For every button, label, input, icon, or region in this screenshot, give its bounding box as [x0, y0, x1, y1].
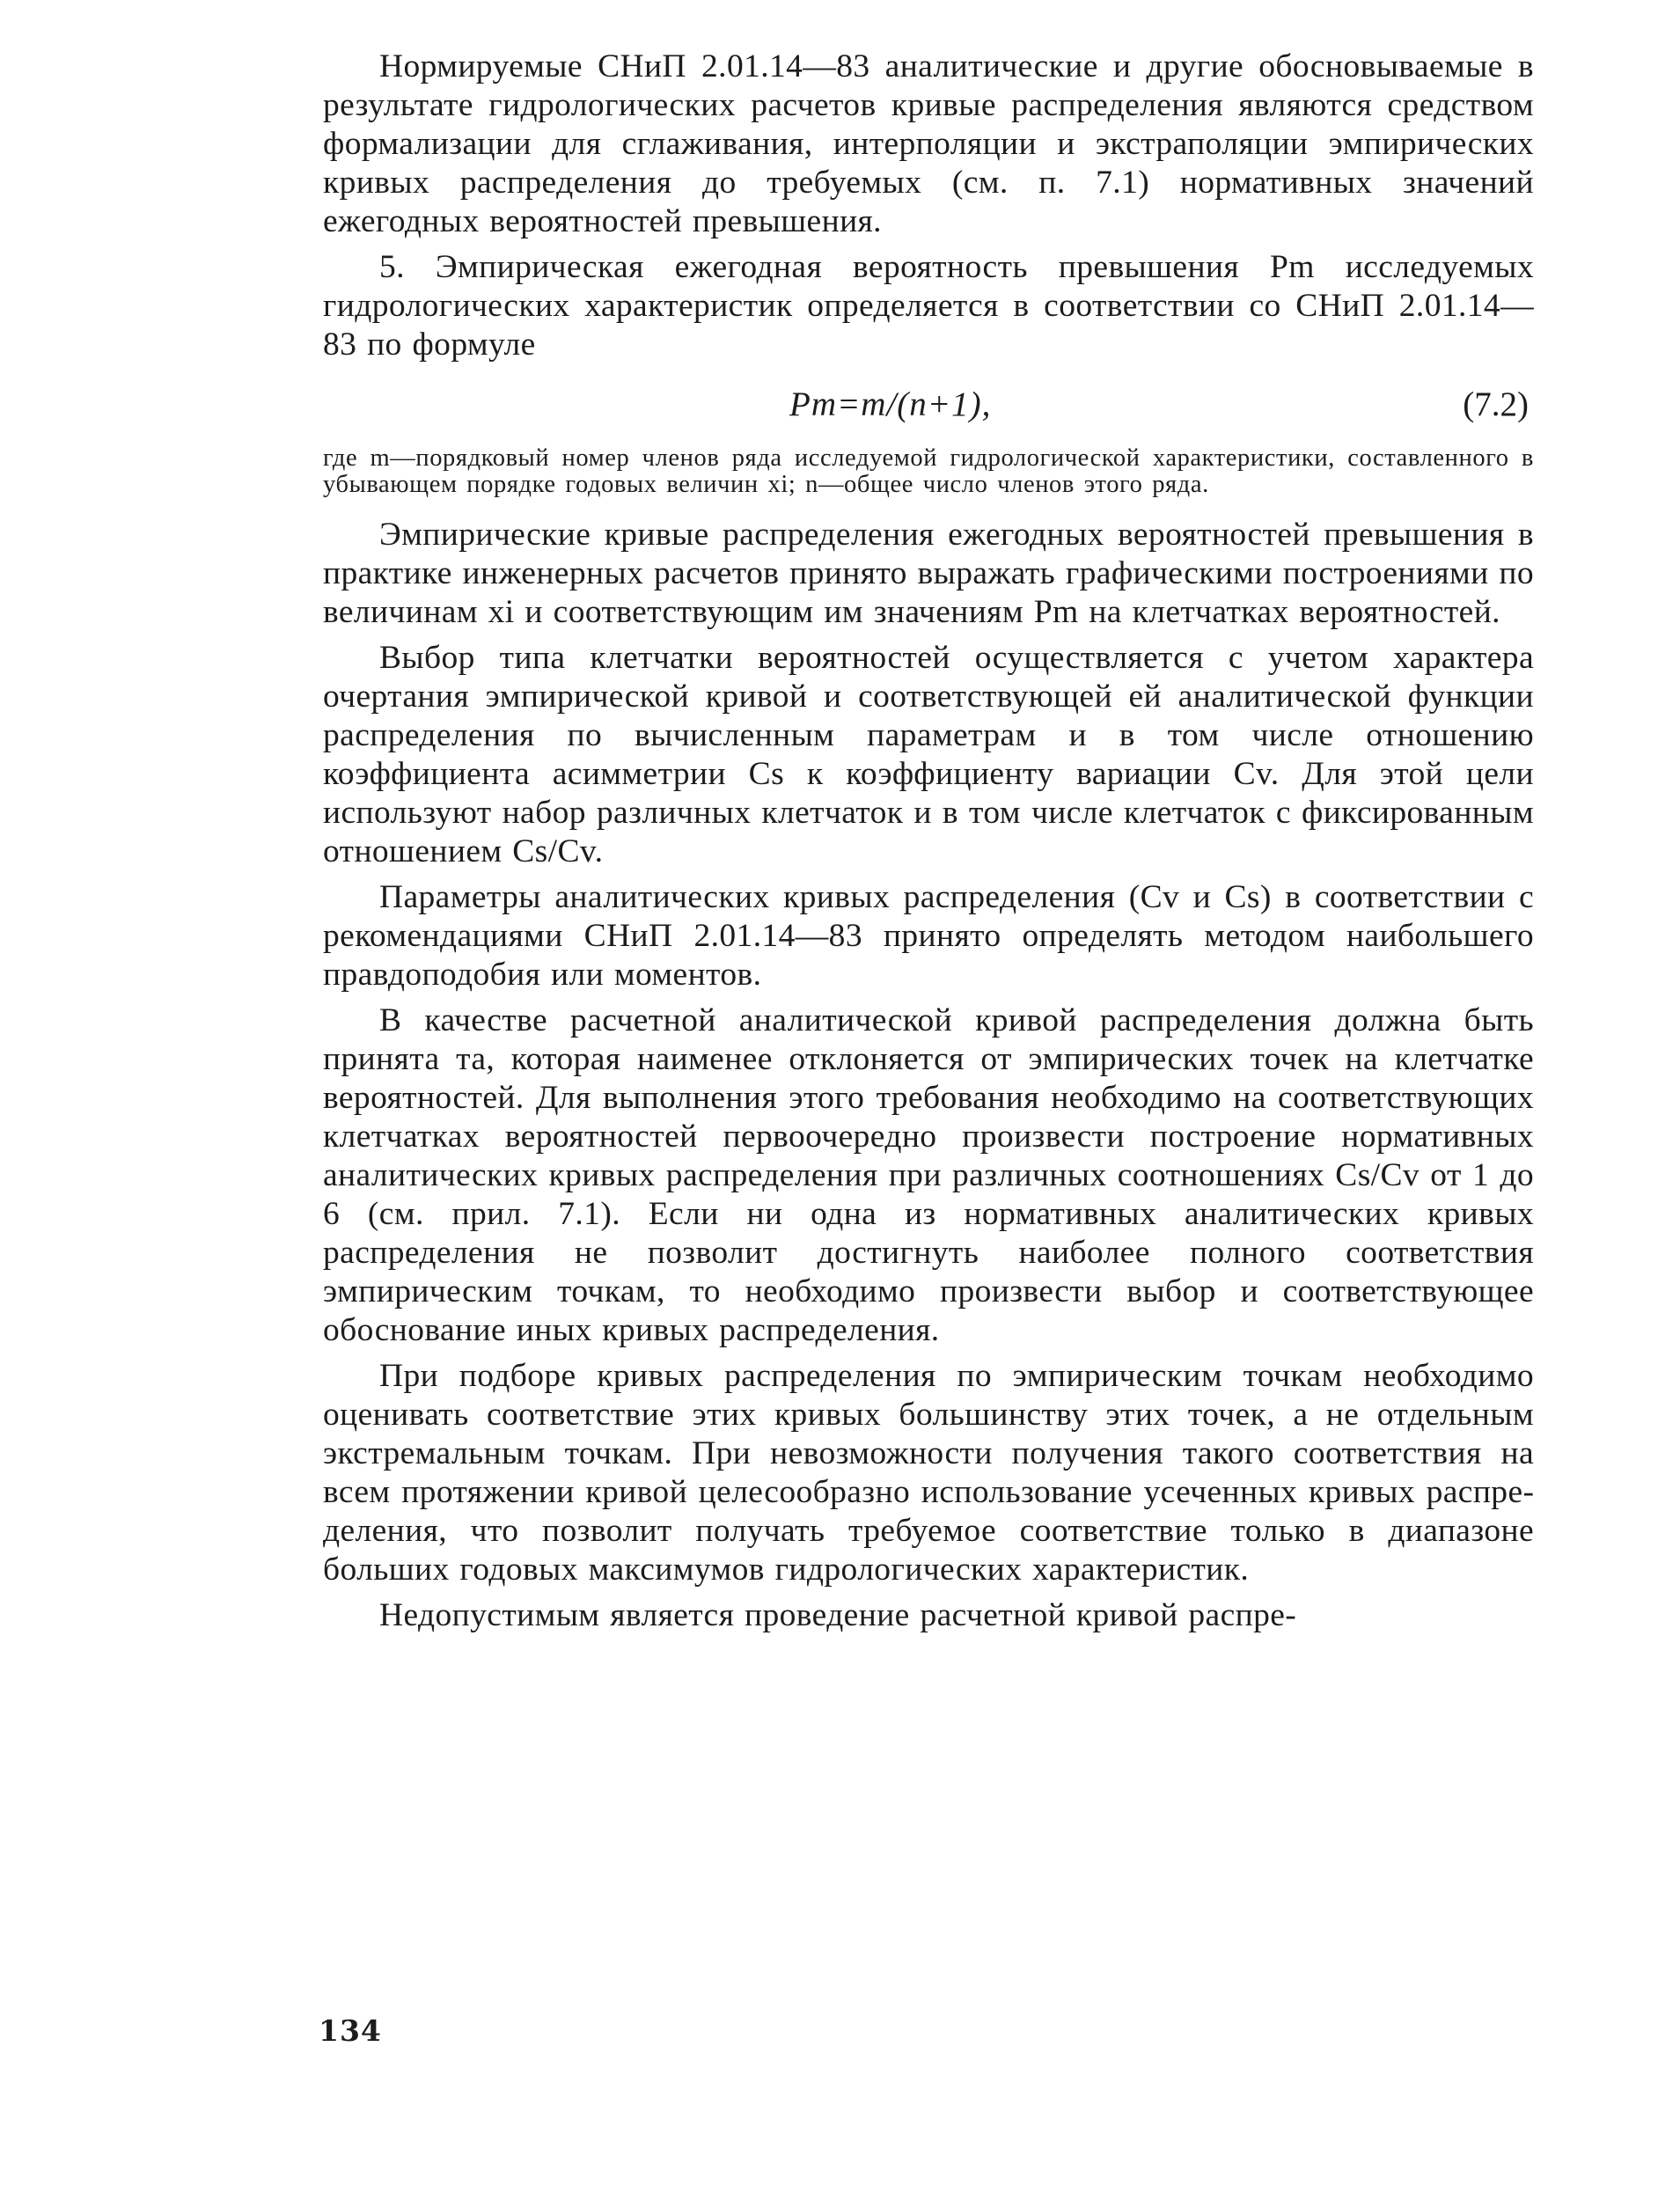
formula-explanation: где m—порядковый номер членов ряда исследуемой гидрологической характеристики, составленного в убывающем порядке годовых величин xi; n—общее число членов этого ряда. [323, 444, 1534, 498]
paragraph-empirical-probability: 5. Эмпирическая ежегодная вероятность превышения Pm исследуемых гидрологических характеристик определяется в соответствии со СНиП 2.01.14—83 по формуле [323, 249, 1534, 363]
formula-block [323, 377, 1534, 433]
formula-7-2: Pm=m/(n+1), [789, 385, 992, 423]
paragraph-parameters: Параметры аналитических кривых распределения (Cv и Cs) в соответствии с рекомендациями СНиП 2.01.14—83 принято определять методом наибольшего правдоподобия или моментов. [323, 879, 1534, 993]
paragraph-inadmissible: Недопустимым является проведение расчетной кривой распре- [379, 1597, 1297, 1633]
paragraph-design-curve: В качестве расчетной аналитической кривой распределения должна быть принята та, которая наименее отклоняется от эмпирических точек на клетчатке вероятностей. Для выполнения этого требования необходимо на соответствующих клетчатках вероятностей первоочередно произвести построение нормативных аналитических кривых распределения при различных соотношениях Cs/Cv от 1 до 6 (см. прил. 7.1). Если ни одна из нормативных аналитических кривых распределения не позволит достигнуть наиболее полного соответствия эмпирическим точкам, то необходимо произвести выбор и соответствующее обоснование иных кривых распределения. [323, 1002, 1534, 1348]
formula-number: (7.2) [1463, 385, 1529, 423]
paragraph-normative-curves: Нормируемые СНиП 2.01.14—83 аналитические и другие обосновываемые в результате гидрологических расчетов кривые распределения являются средством формализации для сглаживания, интерполяции и экстраполяции эмпирических кривых распределения до требуемых (см. п. 7.1) нормативных значений ежегодных вероятностей превышения. [323, 48, 1534, 239]
paragraph-probability-paper-choice: Выбор типа клетчатки вероятностей осуществляется с учетом характера очертания эмпирической кривой и соответствующей ей аналитической функции распределения по вычисленным параметрам и в том числе отношению коэффициента асимметрии Cs к коэффициенту вариации Cv. Для этой цели используют набор различных клетчаток и в том числе клетчаток с фиксированным отношением Cs/Cv. [323, 640, 1534, 869]
page-number: 134 [319, 2014, 382, 2048]
paragraph-curve-fitting: При подборе кривых распределения по эмпирическим точкам необходимо оценивать соответствие этих кривых большинству этих точек, а не отдельным экстремальным точкам. При невозможности получения такого соответствия на всем протяжении кривой целесообразно использование усеченных кривых распределения, что позволит получать требуемое соответствие только в диапазоне больших годовых максимумов гидрологических характеристик. [323, 1358, 1534, 1588]
text-column [323, 48, 1534, 1635]
paragraph-empirical-curves: Эмпирические кривые распределения ежегодных вероятностей превышения в практике инженерных расчетов принято выражать графическими построениями по величинам xi и соответствующим им значениям Pm на клетчатках вероятностей. [323, 517, 1534, 630]
